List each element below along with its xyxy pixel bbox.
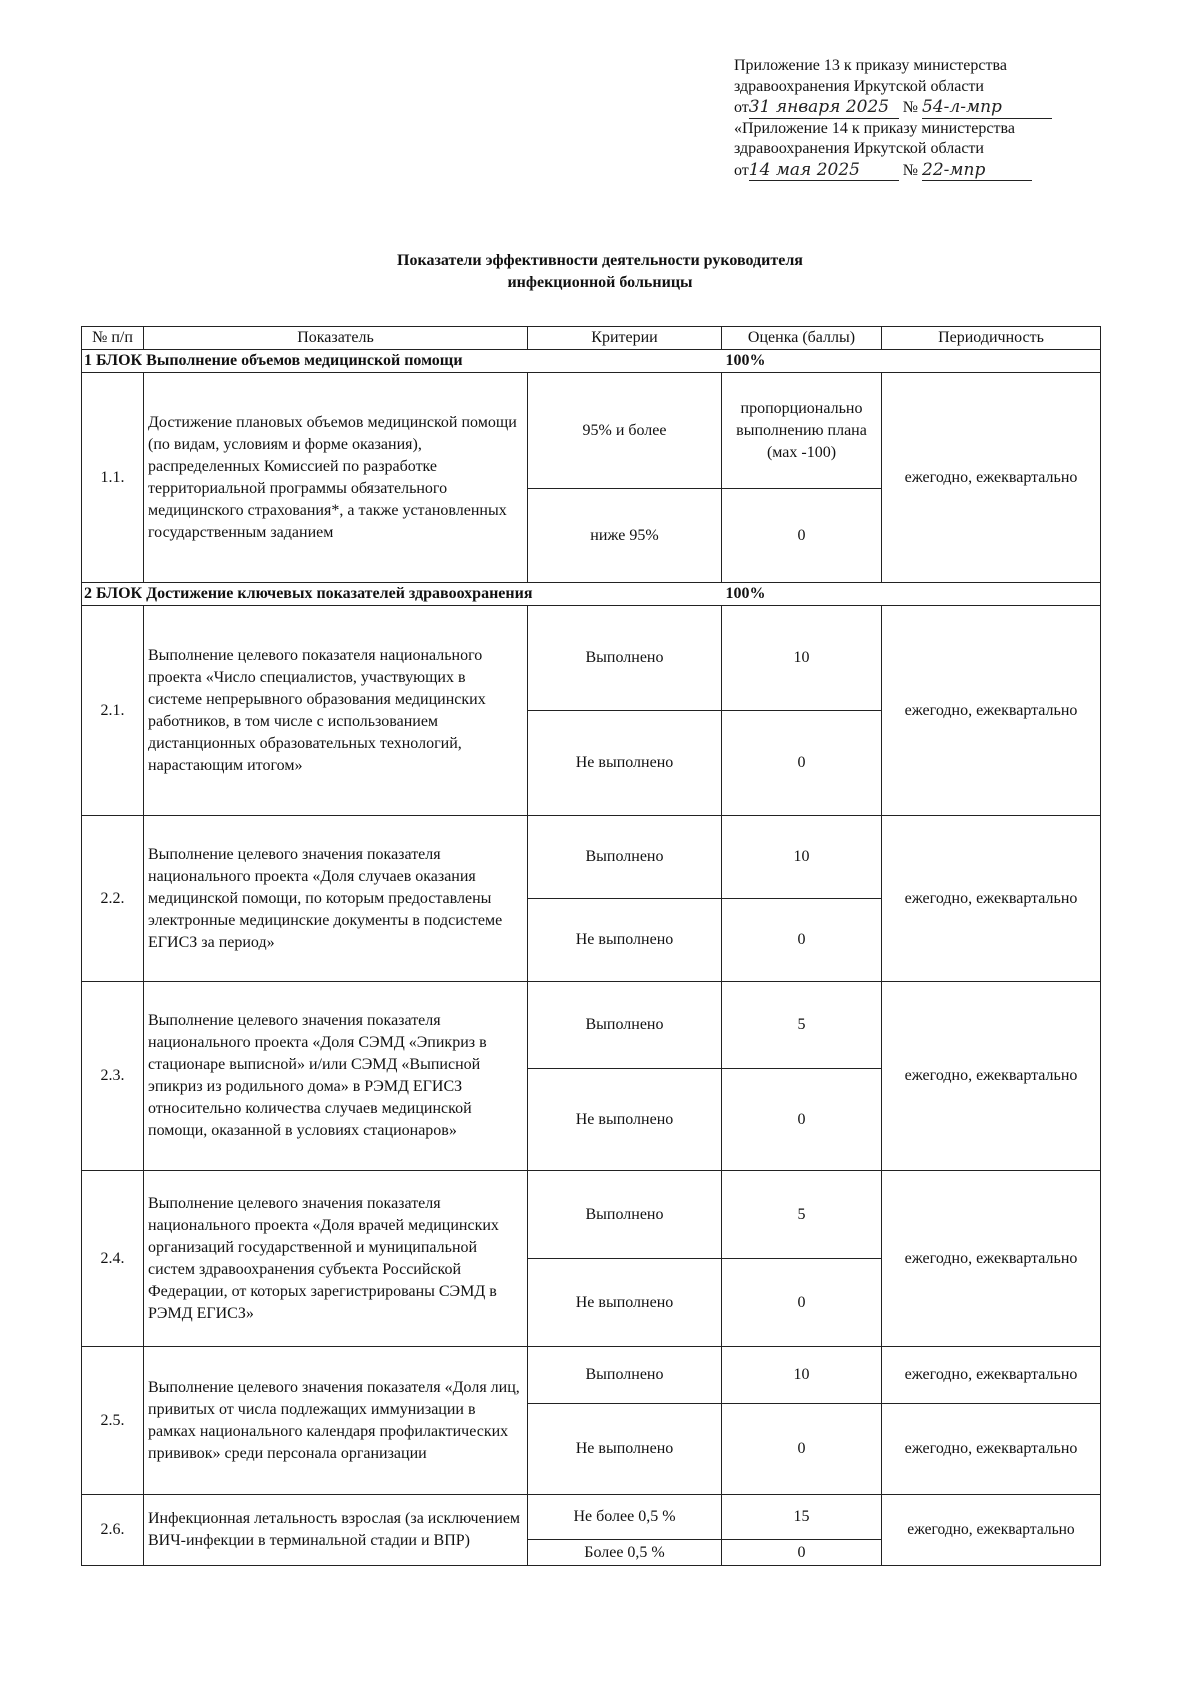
indicator-text: Выполнение целевого значения показателя национального проекта «Доля врачей медицинских организаций государственной и муниципальной систем здравоохранения субъекта Российской Федерации, от которых зарегистрированы СЭМД в РЭМД ЕГИСЗ» (144, 1171, 528, 1347)
header-line-3: от31 января 2025 № 54-л-мпр (734, 97, 1114, 119)
block-row (82, 350, 1101, 373)
header-line-1: Приложение 13 к приказу министерства (734, 57, 1007, 74)
criteria-cell: Более 0,5 % (528, 1540, 722, 1566)
score-cell: 0 (722, 1069, 882, 1171)
table-row (82, 373, 1101, 489)
row-number: 2.4. (82, 1171, 144, 1347)
block-row (82, 583, 1101, 606)
document-title (0, 250, 1200, 294)
score-cell: 0 (722, 489, 882, 583)
table-row (82, 1347, 1101, 1404)
table-row (82, 606, 1101, 711)
periodicity-cell: ежегодно, ежеквартально (882, 373, 1101, 583)
criteria-cell: Выполнено (528, 816, 722, 899)
indicator-text: Выполнение целевого значения показателя национального проекта «Доля СЭМД «Эпикриз в стационаре выписной» и/или СЭМД «Выписной эпикриз из родильного дома» в РЭМД ЕГИСЗ относительно количества случаев медицинской помощи, оказанной в условиях стационаров» (144, 982, 528, 1171)
periodicity-cell: ежегодно, ежеквартально (882, 1404, 1101, 1495)
periodicity-cell: ежегодно, ежеквартально (882, 816, 1101, 982)
row-number: 2.6. (82, 1495, 144, 1566)
header-line-4: «Приложение 14 к приказу министерства (734, 119, 1015, 137)
header-line-6: от14 мая 2025 № 22-мпр (734, 160, 1114, 182)
title-line-1: Показатели эффективности деятельности руководителя (397, 252, 803, 269)
order-header (734, 56, 1114, 181)
handwritten-number-2: 22-мпр (922, 160, 1032, 182)
score-cell: 0 (722, 899, 882, 982)
periodicity-cell: ежегодно, ежеквартально (882, 606, 1101, 816)
header-criteria: Критерии (528, 327, 722, 350)
periodicity-cell: ежегодно, ежеквартально (882, 982, 1101, 1171)
block-percent: 100% (722, 583, 1101, 606)
block-title: 2 БЛОК Достижение ключевых показателей здравоохранения (82, 583, 722, 606)
row-number: 2.1. (82, 606, 144, 816)
row-number: 2.2. (82, 816, 144, 982)
criteria-cell: Выполнено (528, 606, 722, 711)
periodicity-cell: ежегодно, ежеквартально (882, 1171, 1101, 1347)
score-cell: 10 (722, 816, 882, 899)
indicator-text: Достижение плановых объемов медицинской помощи (по видам, условиям и форме оказания), распределенных Комиссией по разработке территориальной программы обязательного медицинского страхования*, а также установленных государственным заданием (144, 373, 528, 583)
header-score: Оценка (баллы) (722, 327, 882, 350)
indicator-text: Выполнение целевого значения показателя «Доля лиц, привитых от числа подлежащих иммунизации в рамках национального календаря профилактических прививок» среди персонала организации (144, 1347, 528, 1495)
indicators-table (81, 326, 1101, 1566)
periodicity-cell: ежегодно, ежеквартально (882, 1347, 1101, 1404)
handwritten-date-2: 14 мая 2025 (749, 160, 899, 182)
header-line-5: здравоохранения Иркутской области (734, 140, 984, 157)
row-number: 2.3. (82, 982, 144, 1171)
table-header-row (82, 327, 1101, 350)
indicator-text: Инфекционная летальность взрослая (за исключением ВИЧ-инфекции в терминальной стадии и ВПР) (144, 1495, 528, 1566)
criteria-cell: Выполнено (528, 982, 722, 1069)
score-cell: 0 (722, 1540, 882, 1566)
indicator-text: Выполнение целевого значения показателя национального проекта «Доля случаев оказания медицинской помощи, по которым предоставлены электронные медицинские документы в подсистеме ЕГИСЗ за период» (144, 816, 528, 982)
row-number: 2.5. (82, 1347, 144, 1495)
indicator-text: Выполнение целевого показателя национального проекта «Число специалистов, участвующих в системе непрерывного образования медицинских работников, в том числе с использованием дистанционных образовательных технологий, нарастающим итогом» (144, 606, 528, 816)
score-cell: 0 (722, 1259, 882, 1347)
table-row (82, 1495, 1101, 1540)
table-row (82, 816, 1101, 899)
criteria-cell: 95% и более (528, 373, 722, 489)
criteria-cell: Не выполнено (528, 899, 722, 982)
criteria-cell: Не выполнено (528, 1404, 722, 1495)
periodicity-cell: ежегодно, ежеквартально (882, 1495, 1101, 1566)
criteria-cell: Не выполнено (528, 1259, 722, 1347)
criteria-cell: Выполнено (528, 1347, 722, 1404)
table-row (82, 1171, 1101, 1259)
criteria-cell: Не более 0,5 % (528, 1495, 722, 1540)
header-periodicity: Периодичность (882, 327, 1101, 350)
score-cell: пропорционально выполнению плана (мах -100) (722, 373, 882, 489)
score-cell: 5 (722, 1171, 882, 1259)
table-row (82, 982, 1101, 1069)
criteria-cell: Не выполнено (528, 711, 722, 816)
block-title: 1 БЛОК Выполнение объемов медицинской помощи (82, 350, 722, 373)
score-cell: 15 (722, 1495, 882, 1540)
title-line-2: инфекционной больницы (507, 274, 693, 291)
header-indicator: Показатель (144, 327, 528, 350)
criteria-cell: Выполнено (528, 1171, 722, 1259)
score-cell: 10 (722, 606, 882, 711)
score-cell: 0 (722, 1404, 882, 1495)
score-cell: 5 (722, 982, 882, 1069)
criteria-cell: ниже 95% (528, 489, 722, 583)
score-cell: 10 (722, 1347, 882, 1404)
score-cell: 0 (722, 711, 882, 816)
block-percent: 100% (722, 350, 1101, 373)
header-number: № п/п (82, 327, 144, 350)
header-line-2: здравоохранения Иркутской области (734, 77, 984, 95)
row-number: 1.1. (82, 373, 144, 583)
handwritten-number-1: 54-л-мпр (922, 97, 1052, 119)
handwritten-date-1: 31 января 2025 (749, 97, 899, 119)
criteria-cell: Не выполнено (528, 1069, 722, 1171)
